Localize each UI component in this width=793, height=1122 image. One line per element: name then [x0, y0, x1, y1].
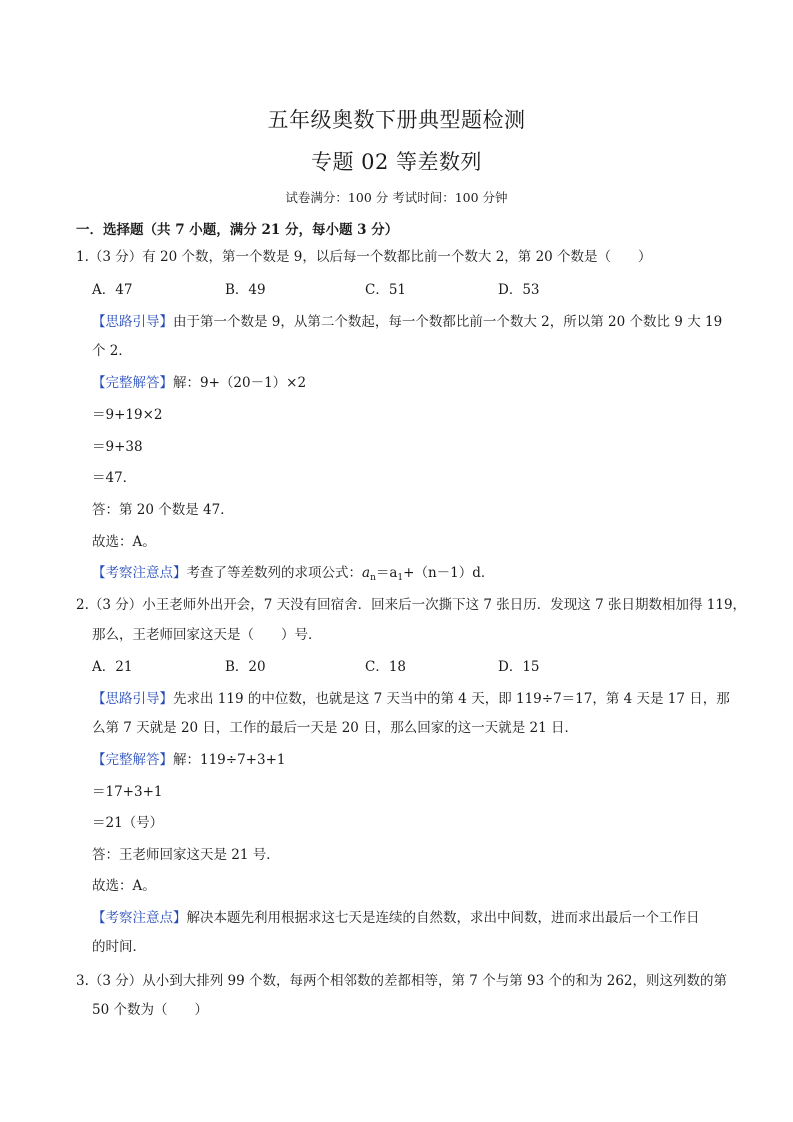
q2-note-cont: 的时间． [92, 939, 146, 955]
exam-meta: 试卷满分：100 分 考试时间：100 分钟 [285, 190, 508, 205]
q1-answer [92, 374, 306, 392]
q1-choice: 故选：A。 [92, 534, 156, 550]
q1-answer-text: 解：9+（20－1）×2 [173, 375, 307, 391]
q1-hint-cont: 个 2． [92, 343, 132, 359]
q1-option-a: A．47 [92, 282, 133, 298]
q3-stem: 3.（3 分）从小到大排列 99 个数，每两个相邻数的差都相等，第 7 个与第 93 个的和为 262，则这列数的第 [76, 973, 728, 989]
q1-step-3: ＝47． [92, 470, 137, 486]
section-title: 一．选择题（共 7 小题，满分 21 分，每小题 3 分） [76, 222, 399, 238]
q1-hint [92, 313, 722, 331]
q2-option-a: A．21 [92, 659, 133, 675]
q1-formula-rest: +（n－1）d． [403, 565, 495, 581]
q1-stem: 1.（3 分）有 20 个数，第一个数是 9，以后每一个数都比前一个数大 2，第 20 个数是（ ） [76, 249, 652, 265]
q2-step-1: ＝17+3+1 [92, 784, 163, 800]
q1-answer-tag: 【完整解答】 [92, 375, 173, 391]
q2-hint-tag: 【思路引导】 [92, 691, 173, 707]
q2-final-answer: 答：王老师回家这天是 21 号． [92, 847, 280, 863]
q1-formula-n-sub: n [370, 573, 376, 583]
q1-final-answer: 答：第 20 个数是 47． [92, 502, 234, 518]
q1-step-2: ＝9+38 [92, 439, 143, 455]
q2-option-b: B．20 [225, 659, 266, 675]
q2-note-text: 解决本题先利用根据求这七天是连续的自然数，求出中间数，进而求出最后一个工作日 [186, 910, 700, 926]
q1-option-d: D．53 [498, 282, 540, 298]
q1-note [92, 564, 494, 587]
q1-hint-text: 由于第一个数是 9，从第二个数起，每一个数都比前一个数大 2，所以第 20 个数比 9 大 19 [173, 314, 723, 330]
q1-option-c: C．51 [365, 282, 407, 298]
q2-hint [92, 690, 730, 708]
q2-hint-cont: 么第 7 天就是 20 日，工作的最后一天是 20 日，那么回家的这一天就是 21 日． [92, 720, 578, 736]
q3-stem-cont: 50 个数为（ ） [92, 1002, 208, 1018]
q2-note-tag: 【考察注意点】 [92, 910, 187, 926]
q2-answer [92, 751, 285, 769]
q1-note-tag: 【考察注意点】 [92, 565, 187, 581]
q2-answer-tag: 【完整解答】 [92, 752, 173, 768]
q2-step-2: ＝21（号） [92, 815, 164, 831]
q1-hint-tag: 【思路引导】 [92, 314, 173, 330]
q2-stem: 2.（3 分）小王老师外出开会，7 天没有回宿舍．回来后一次撕下这 7 张日历．发现这 7 张日期数相加得 119， [76, 597, 747, 613]
q1-formula-eq: ＝a [375, 565, 398, 581]
q2-stem-cont: 那么，王老师回家这天是（ ）号． [92, 627, 322, 643]
q2-hint-text: 先求出 119 的中位数，也就是这 7 天当中的第 4 天，即 119÷7＝17，第 4 天是 17 日，那 [173, 691, 730, 707]
q2-answer-text: 解：119÷7+3+1 [173, 752, 286, 768]
q2-option-d: D．15 [498, 659, 540, 675]
q1-formula-an: a [362, 565, 371, 581]
q2-choice: 故选：A。 [92, 878, 156, 894]
q2-note [92, 909, 700, 927]
q1-formula-1-sub: 1 [397, 573, 404, 583]
document-subtitle: 专题 02 等差数列 [310, 150, 483, 174]
q1-option-b: B．49 [225, 282, 266, 298]
q1-step-1: ＝9+19×2 [92, 407, 163, 423]
q2-option-c: C．18 [365, 659, 407, 675]
document-title: 五年级奥数下册典型题检测 [267, 108, 526, 132]
q1-note-text: 考查了等差数列的求项公式： [186, 565, 362, 581]
